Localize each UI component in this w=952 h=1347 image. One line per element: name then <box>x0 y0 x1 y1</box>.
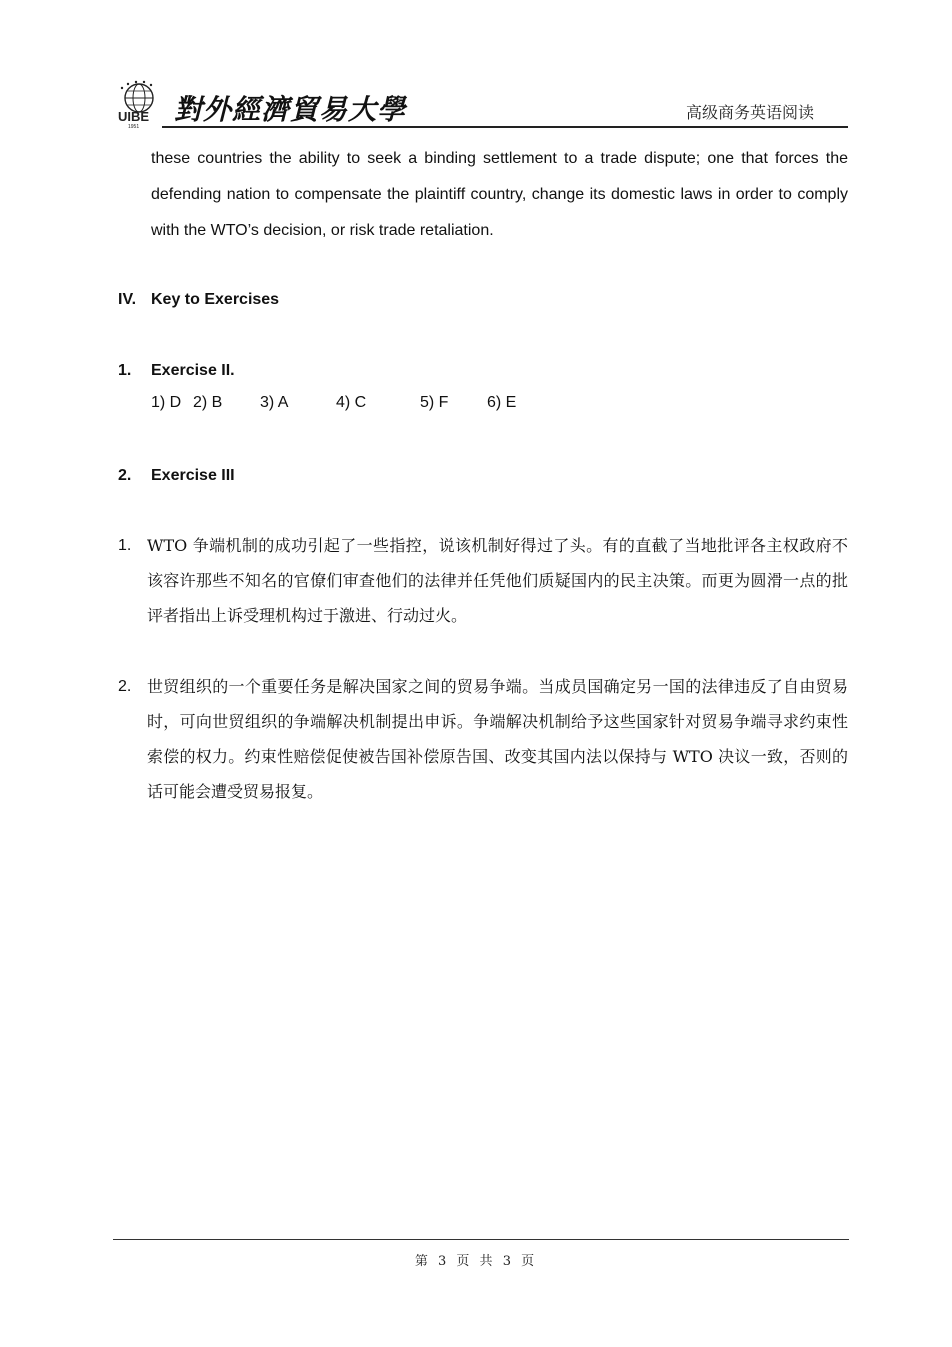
svg-text:UIBE: UIBE <box>118 109 150 124</box>
university-name: 對外經濟貿易大學 <box>174 93 407 126</box>
answer-item: 4) C <box>336 394 367 411</box>
exercise-iii-title: Exercise III <box>151 467 235 484</box>
answer-item: 6) E <box>487 394 517 411</box>
footer-divider <box>113 1239 849 1240</box>
page-indicator: 第 3 页 共 3 页 <box>414 1254 538 1269</box>
translation-item-number: 2. <box>118 678 132 695</box>
translation-item-text: WTO 争端机制的成功引起了一些指控，说该机制好得过了头。有的直截了当地批评各主权政府不该容许那些不知名的官僚们审查他们的法律并任凭他们质疑国内的民主决策。而更为圆滑一点的批评者指出上诉受理机构过于激进、行动过火。 <box>147 536 848 625</box>
svg-text:1951: 1951 <box>128 124 140 128</box>
section-title: Key to Exercises <box>151 291 280 308</box>
exercise-ii-answers <box>151 394 551 418</box>
exercise-ii-title: Exercise II. <box>151 362 235 379</box>
translation-item-number: 1. <box>118 537 132 554</box>
exercise-iii-number: 2. <box>118 467 132 484</box>
continuation-paragraph: these countries the ability to seek a binding settlement to a trade dispute; one that forces the defending nation to compensate the plaintiff country, change its domestic laws in order to comply with the WTO’s decision, or risk trade retaliation. <box>151 150 848 239</box>
exercise-ii-number: 1. <box>118 362 132 379</box>
translation-item-text: 世贸组织的一个重要任务是解决国家之间的贸易争端。当成员国确定另一国的法律违反了自由贸易时，可向世贸组织的争端解决机制提出申诉。争端解决机制给予这些国家针对贸易争端寻求约束性索偿的权力。约束性赔偿促使被告国补偿原告国、改变其国内法以保持与 WTO 决议一致，否则的话可能会遭受贸易报复。 <box>147 677 848 801</box>
answer-item: 1) D <box>151 394 182 411</box>
course-title: 高级商务英语阅读 <box>685 105 814 122</box>
header-divider <box>162 126 848 128</box>
answer-item: 5) F <box>420 394 449 411</box>
university-logo-icon <box>114 80 164 128</box>
page-header <box>112 78 848 130</box>
answer-item: 2) B <box>193 394 223 411</box>
section-number: IV. <box>118 291 137 308</box>
answer-item: 3) A <box>260 394 289 411</box>
